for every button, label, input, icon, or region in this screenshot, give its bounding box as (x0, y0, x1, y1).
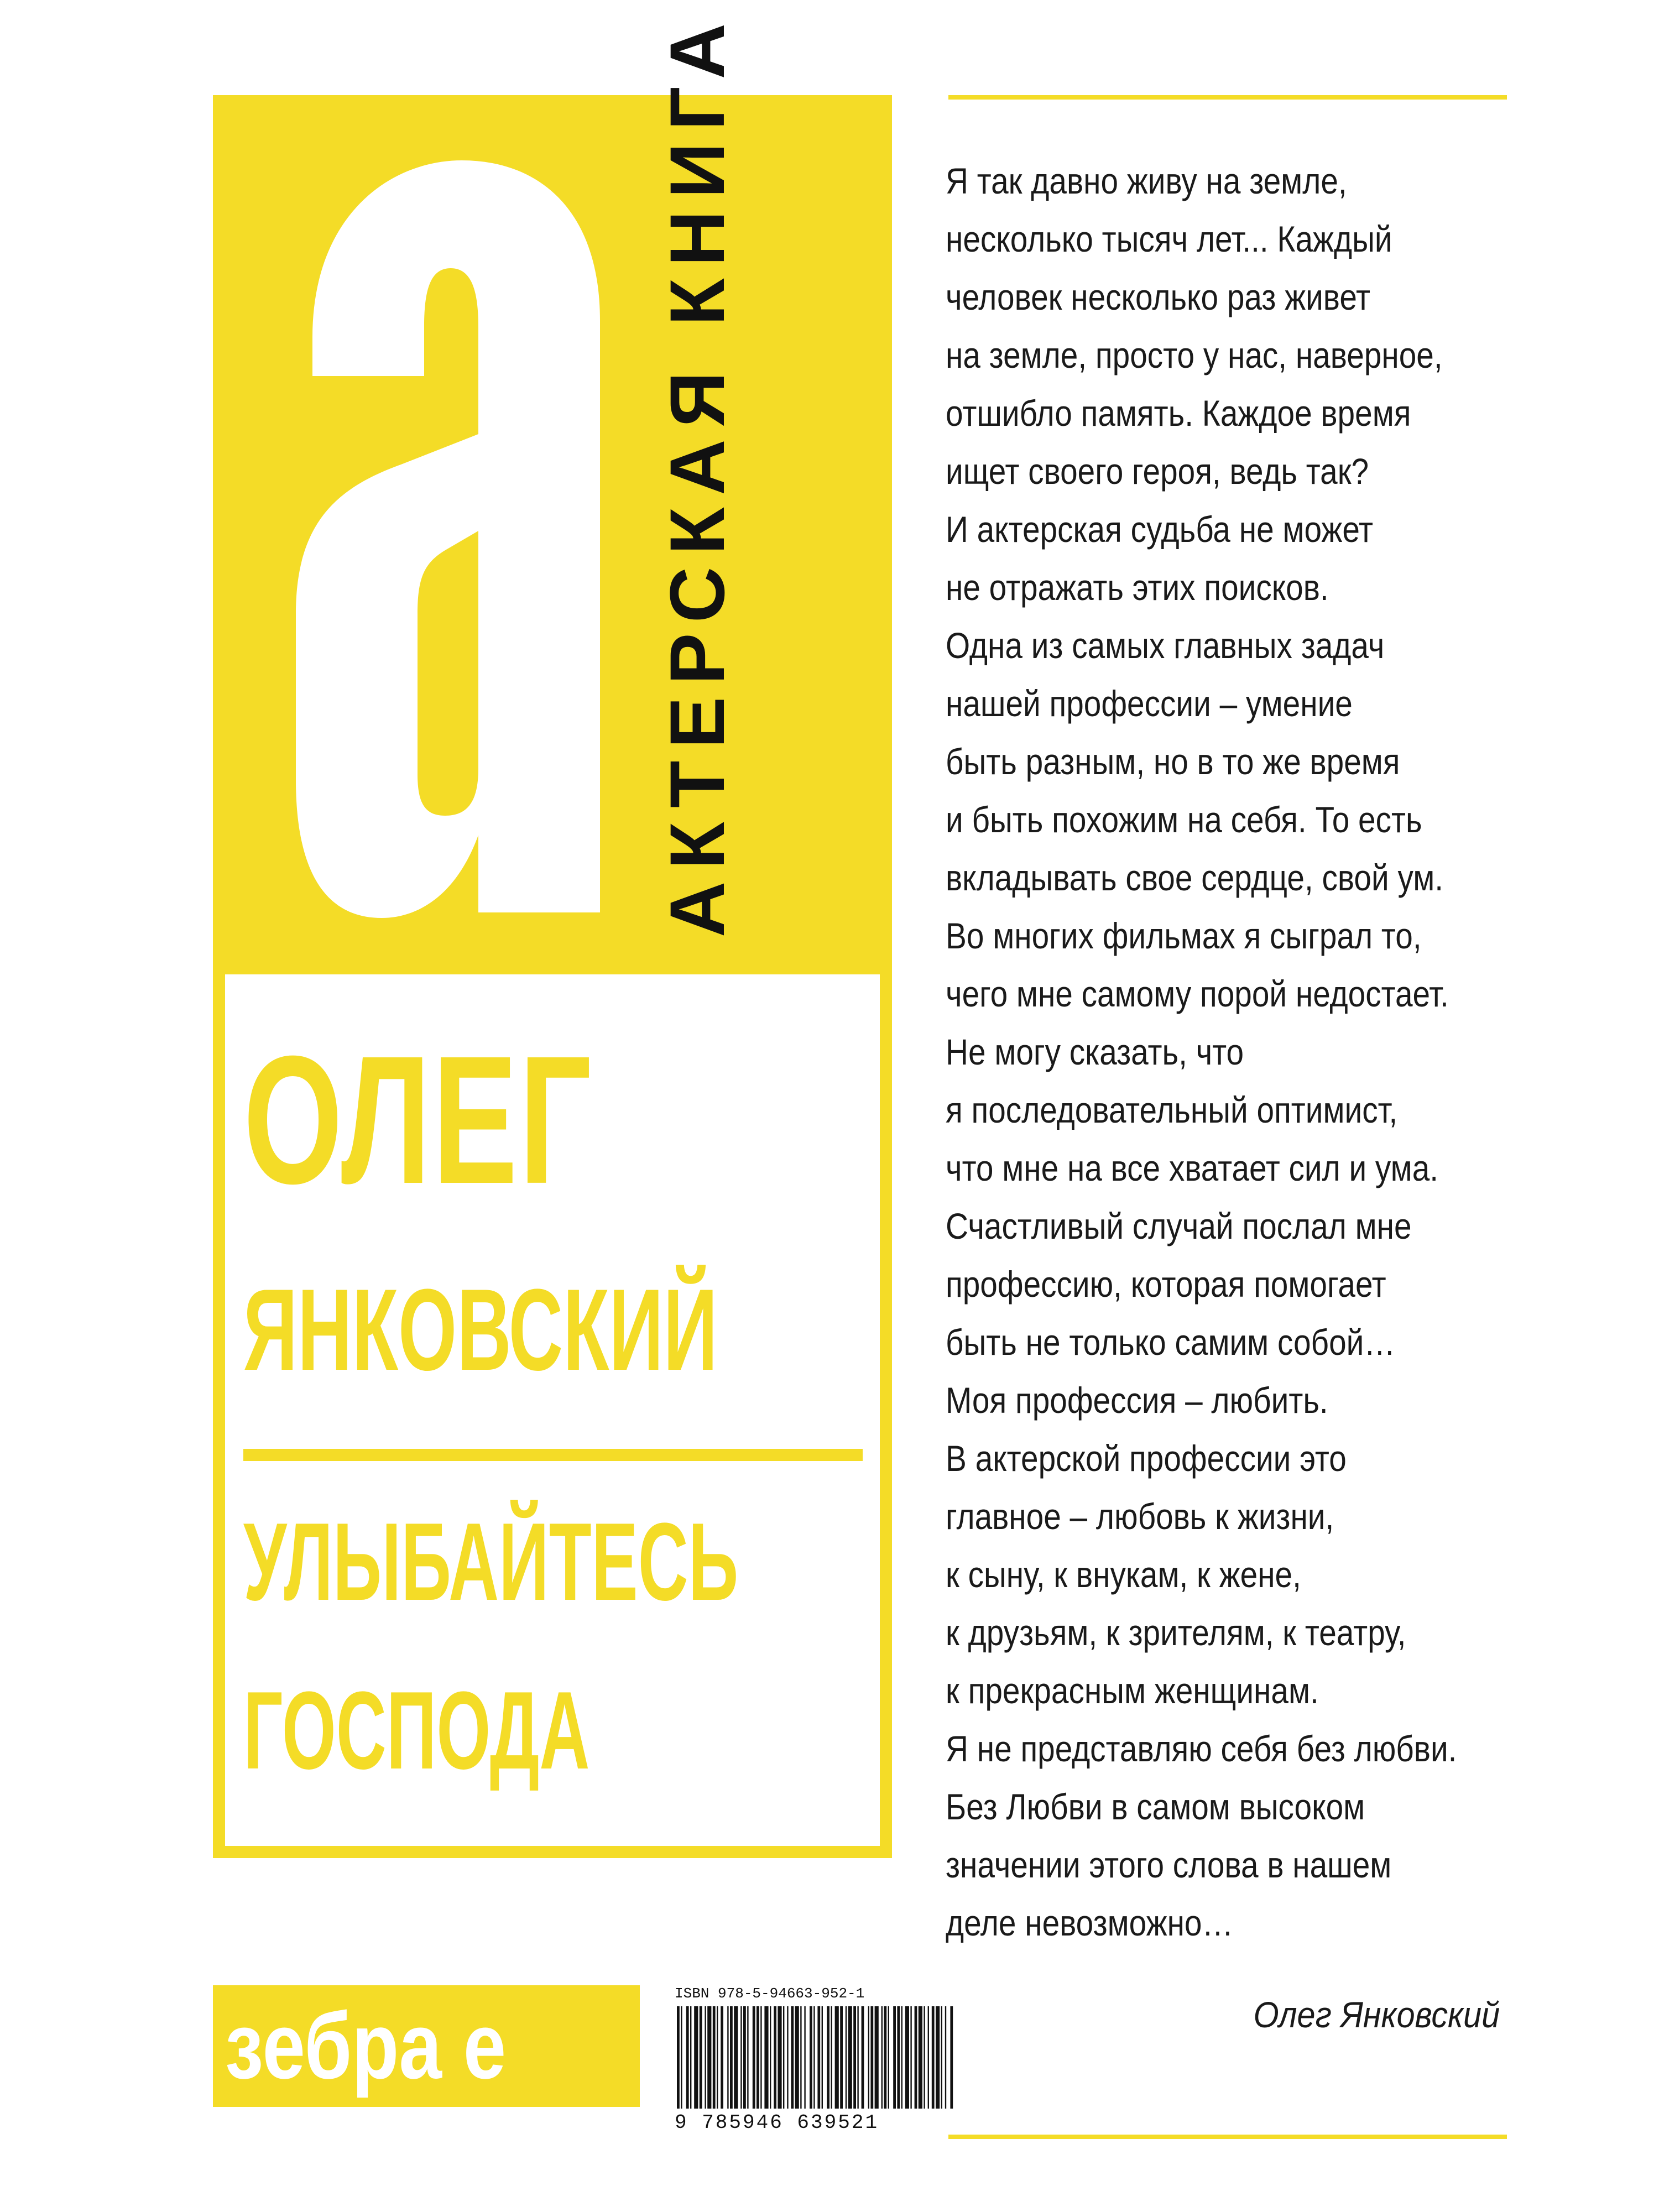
barcode-bar (817, 2006, 820, 2109)
book-title-line-1: УЛЫБАЙТЕСЬ (243, 1500, 739, 1624)
barcode-bar (764, 2006, 768, 2109)
barcode-bar (928, 2006, 929, 2109)
author-last-name: ЯНКОВСКИЙ (243, 1265, 718, 1395)
barcode-bar (950, 2006, 953, 2109)
quote-line: вкладывать свое сердце, свой ум. (946, 857, 1443, 898)
barcode-bar (813, 2006, 815, 2109)
quote-line: Не могу сказать, что (946, 1031, 1244, 1072)
quote-line: чего мне самому порой недостает. (946, 973, 1449, 1014)
barcode-bar (743, 2006, 746, 2109)
quote-line: я последовательный оптимист, (946, 1089, 1398, 1130)
barcode-bar (831, 2006, 832, 2109)
barcode-bar (835, 2006, 839, 2109)
quote-line: Счастливый случай послал мне (946, 1206, 1412, 1246)
barcode-bar (905, 2006, 909, 2109)
barcode-bar (717, 2006, 718, 2109)
quote-line: Моя профессия – любить. (946, 1380, 1328, 1421)
barcode-bar (730, 2006, 733, 2109)
quote-line: ищет своего героя, ведь так? (946, 451, 1369, 492)
barcode-bar (924, 2006, 925, 2109)
quote-line: к друзьям, к зрителям, к театру, (946, 1612, 1406, 1653)
publisher-logo (213, 1985, 640, 2107)
isbn-barcode (672, 1985, 959, 2135)
quote-line: Я не представляю себя без любви. (946, 1728, 1457, 1769)
barcode-bar (727, 2006, 728, 2109)
quote-line: главное – любовь к жизни, (946, 1496, 1334, 1537)
barcode-bar (700, 2006, 702, 2109)
quote-line: деле невозможно… (946, 1902, 1234, 1943)
quote-line: несколько тысяч лет... Каждый (946, 218, 1392, 259)
barcode-bar (747, 2006, 748, 2109)
barcode-bar (740, 2006, 742, 2109)
quote-line: отшибло память. Каждое время (946, 393, 1411, 434)
top-rule (948, 95, 1507, 100)
barcode-bar (875, 2006, 879, 2109)
barcode-bar (681, 2006, 682, 2109)
barcode-bar (760, 2006, 761, 2109)
quote-line: быть разным, но в то же время (946, 741, 1400, 782)
barcode-bar (936, 2006, 940, 2109)
series-letter-a-logo (279, 155, 617, 924)
quote-line: и быть похожим на себя. То есть (946, 799, 1422, 840)
book-title-line-2: ГОСПОДА (243, 1669, 590, 1792)
barcode-bar (893, 2006, 896, 2109)
barcode-bar (919, 2006, 922, 2109)
barcode-bar (707, 2006, 711, 2109)
barcode-bar (910, 2006, 911, 2109)
barcode-bar (734, 2006, 738, 2109)
barcode-bar (941, 2006, 942, 2109)
barcode-bar (705, 2006, 706, 2109)
quote-line: что мне на все хватает сил и ума. (946, 1147, 1439, 1188)
barcode-bar (787, 2006, 788, 2109)
barcode-bar (804, 2006, 805, 2109)
quote-line: И актерская судьба не может (946, 509, 1374, 550)
barcode-bar (713, 2006, 716, 2109)
barcode-bar (884, 2006, 886, 2109)
quote-signature: Олег Янковский (1253, 1994, 1500, 2035)
quote-line: быть не только самим собой… (946, 1322, 1396, 1363)
barcode-bar (840, 2006, 843, 2109)
barcode-bar (694, 2006, 698, 2109)
barcode-bar (783, 2006, 784, 2109)
barcode-bar (770, 2006, 771, 2109)
barcode-bar (870, 2006, 873, 2109)
title-divider (243, 1449, 863, 1461)
barcode-bar (901, 2006, 902, 2109)
barcode-bar (795, 2006, 799, 2109)
barcode-bar (822, 2006, 823, 2109)
publisher-label: зебра е (225, 1994, 507, 2099)
barcode-bar (853, 2006, 856, 2109)
barcode-bar (791, 2006, 794, 2109)
author-first-name: ОЛЕГ (243, 1018, 593, 1222)
barcode-bar (848, 2006, 852, 2109)
barcode-bar (677, 2006, 680, 2109)
quote-line: В актерской профессии это (946, 1438, 1347, 1479)
barcode-bar (827, 2006, 830, 2109)
barcode-bar (778, 2006, 781, 2109)
barcode-bar (932, 2006, 935, 2109)
ean-digits: 9 785946 639521 (675, 2111, 879, 2134)
barcode-bar (881, 2006, 883, 2109)
barcode-bar (846, 2006, 847, 2109)
series-title: АКТЕРСКАЯ КНИГА (654, 11, 740, 937)
quote-line: человек несколько раз живет (946, 276, 1371, 317)
barcode-bar (857, 2006, 858, 2109)
quote-line: Я так давно живу на земле, (946, 160, 1347, 201)
quote-line: значении этого слова в нашем (946, 1844, 1392, 1885)
quote-line: Во многих фильмах я сыграл то, (946, 915, 1422, 956)
barcode-bar (915, 2006, 917, 2109)
quote-line: нашей профессии – умение (946, 683, 1353, 724)
quote-line: не отражать этих поисков. (946, 567, 1329, 608)
barcode-bar (862, 2006, 864, 2109)
barcode-bar (945, 2006, 946, 2109)
barcode-bar (690, 2006, 691, 2109)
bottom-rule (948, 2135, 1507, 2139)
quote-line: Одна из самых главных задач (946, 625, 1385, 666)
barcode-bar (868, 2006, 869, 2109)
barcode-bar (810, 2006, 812, 2109)
barcode-bar (757, 2006, 759, 2109)
barcode-bar (721, 2006, 723, 2109)
barcode-bar (897, 2006, 900, 2109)
quote-line: на земле, просто у нас, наверное, (946, 335, 1443, 375)
quote-line: к сыну, к внукам, к жене, (946, 1554, 1301, 1595)
barcode-bars (675, 2006, 954, 2109)
barcode-bar (800, 2006, 801, 2109)
quote-line: профессию, которая помогает (946, 1264, 1386, 1305)
barcode-bar (888, 2006, 889, 2109)
quote-line: Без Любви в самом высоком (946, 1786, 1365, 1827)
isbn-number: ISBN 978-5-94663-952-1 (675, 1985, 865, 2002)
back-cover-quote (946, 152, 1526, 1952)
barcode-bar (753, 2006, 755, 2109)
barcode-bar (686, 2006, 689, 2109)
quote-line: к прекрасным женщинам. (946, 1670, 1319, 1711)
barcode-bar (774, 2006, 776, 2109)
